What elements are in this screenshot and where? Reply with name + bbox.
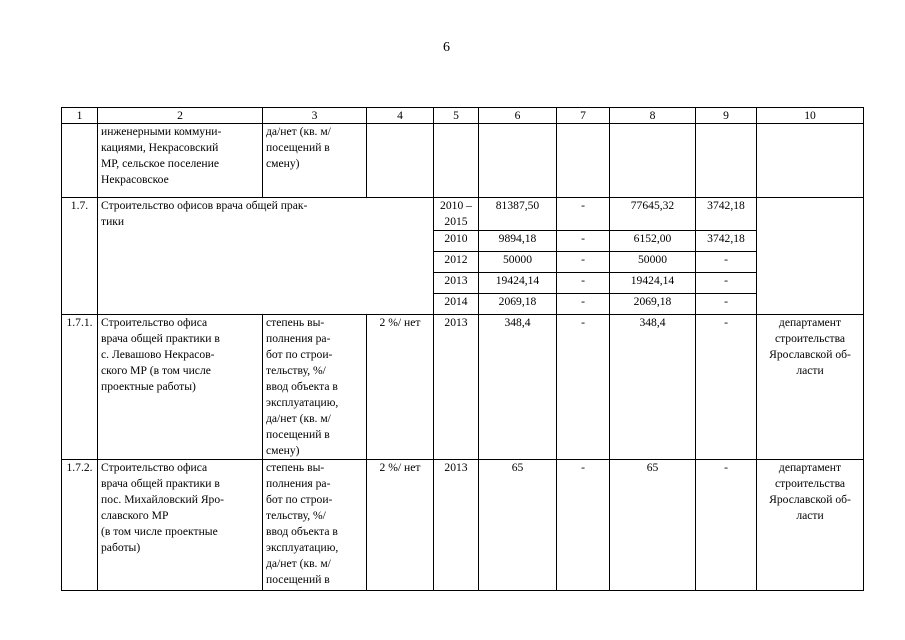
header-cell: 5 bbox=[434, 108, 479, 124]
table-cell: 2012 bbox=[434, 252, 479, 273]
header-cell: 6 bbox=[479, 108, 557, 124]
table-cell: 1.7.1. bbox=[62, 315, 98, 460]
header-cell: 1 bbox=[62, 108, 98, 124]
table-cell: 348,4 bbox=[479, 315, 557, 460]
table-cell: степень вы- полнения ра- бот по строи- тельству, %/ ввод объекта в эксплуатацию, да/нет (кв. м/ посещений в bbox=[263, 460, 367, 591]
table-cell: 65 bbox=[610, 460, 696, 591]
header-cell: 10 bbox=[757, 108, 864, 124]
table-cell: 3742,18 bbox=[696, 198, 757, 231]
table-cell: 9894,18 bbox=[479, 231, 557, 252]
table-cell: 2013 bbox=[434, 273, 479, 294]
table-cell bbox=[434, 124, 479, 198]
table-cell: инженерными коммуни- кациями, Некрасовский МР, сельское поселение Некрасовское bbox=[98, 124, 263, 198]
table-cell bbox=[757, 198, 864, 315]
header-cell: 8 bbox=[610, 108, 696, 124]
table-cell: 3742,18 bbox=[696, 231, 757, 252]
table-cell bbox=[557, 124, 610, 198]
table-cell: департамент строительства Ярославской об- ласти bbox=[757, 460, 864, 591]
table-cell: - bbox=[696, 460, 757, 591]
table-cell: 6152,00 bbox=[610, 231, 696, 252]
table-cell bbox=[367, 124, 434, 198]
table-cell: 2013 bbox=[434, 460, 479, 591]
table-cell: Строительство офиса врача общей практики в с. Левашово Некрасов- ского МР (в том числе проектные работы) bbox=[98, 315, 263, 460]
table-cell: - bbox=[557, 460, 610, 591]
table-row-continuation bbox=[62, 124, 864, 198]
table-cell bbox=[757, 124, 864, 198]
table-cell: - bbox=[696, 294, 757, 315]
table-row-1-7-1 bbox=[62, 315, 864, 460]
table-cell bbox=[479, 124, 557, 198]
table-cell: 348,4 bbox=[610, 315, 696, 460]
table-cell: - bbox=[696, 252, 757, 273]
header-cell: 4 bbox=[367, 108, 434, 124]
page-number: 6 bbox=[443, 40, 450, 55]
table-cell bbox=[696, 124, 757, 198]
table-cell: - bbox=[557, 231, 610, 252]
header-cell: 9 bbox=[696, 108, 757, 124]
table-cell: - bbox=[696, 315, 757, 460]
table-row-1-7-total bbox=[62, 198, 864, 231]
table-cell: - bbox=[557, 252, 610, 273]
table-cell: 19424,14 bbox=[610, 273, 696, 294]
table-row-1-7-2 bbox=[62, 460, 864, 591]
table-cell: 2069,18 bbox=[610, 294, 696, 315]
table-cell: - bbox=[557, 294, 610, 315]
table-cell: 50000 bbox=[610, 252, 696, 273]
table-body bbox=[62, 108, 864, 591]
table-cell: 77645,32 bbox=[610, 198, 696, 231]
table-cell: 2014 bbox=[434, 294, 479, 315]
table-cell: 2010 – 2015 bbox=[434, 198, 479, 231]
table-cell: 2 %/ нет bbox=[367, 315, 434, 460]
table-cell: 1.7. bbox=[62, 198, 98, 315]
table-cell: 2069,18 bbox=[479, 294, 557, 315]
table-cell: 81387,50 bbox=[479, 198, 557, 231]
table-cell: Строительство офиса врача общей практики в пос. Михайловский Яро- славского МР (в том числе проектные работы) bbox=[98, 460, 263, 591]
table-cell: да/нет (кв. м/ посещений в смену) bbox=[263, 124, 367, 198]
table-cell: 2013 bbox=[434, 315, 479, 460]
table-cell: 50000 bbox=[479, 252, 557, 273]
table-cell: 65 bbox=[479, 460, 557, 591]
table-cell: - bbox=[557, 273, 610, 294]
table-cell: 19424,14 bbox=[479, 273, 557, 294]
table-cell: - bbox=[557, 198, 610, 231]
header-cell: 2 bbox=[98, 108, 263, 124]
table-cell: 1.7.2. bbox=[62, 460, 98, 591]
table-cell bbox=[610, 124, 696, 198]
table-cell bbox=[62, 124, 98, 198]
header-row bbox=[62, 108, 864, 124]
header-cell: 3 bbox=[263, 108, 367, 124]
table-cell: - bbox=[557, 315, 610, 460]
header-cell: 7 bbox=[557, 108, 610, 124]
table-cell: - bbox=[696, 273, 757, 294]
table-cell: 2010 bbox=[434, 231, 479, 252]
table-cell: департамент строительства Ярославской об- ласти bbox=[757, 315, 864, 460]
budget-table bbox=[61, 107, 864, 591]
table-cell: 2 %/ нет bbox=[367, 460, 434, 591]
table-cell: Строительство офисов врача общей прак- тики bbox=[98, 198, 434, 315]
table-cell: степень вы- полнения ра- бот по строи- тельству, %/ ввод объекта в эксплуатацию, да/нет (кв. м/ посещений в смену) bbox=[263, 315, 367, 460]
